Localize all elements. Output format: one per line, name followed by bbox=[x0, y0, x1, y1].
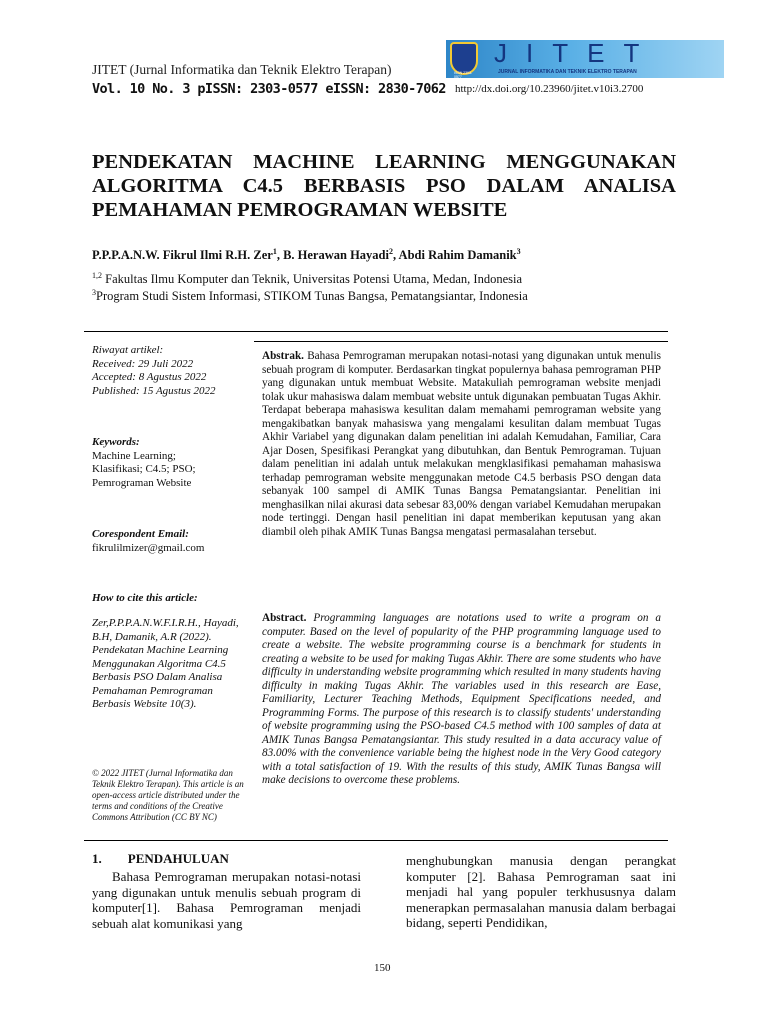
logo-emblem-text: ISSN 2303-0577 bbox=[454, 71, 473, 79]
author-sup: 1 bbox=[272, 246, 277, 256]
abstract-rule bbox=[254, 341, 668, 342]
affiliation-sup: 1,2 bbox=[92, 270, 102, 280]
author-sup: 3 bbox=[516, 246, 521, 256]
email-block bbox=[92, 528, 252, 555]
correspondent-email[interactable]: fikrulilmizer@gmail.com bbox=[92, 541, 205, 554]
affiliation-text: Program Studi Sistem Informasi, STIKOM Tunas Bangsa, Pematangsiantar, Indonesia bbox=[96, 289, 528, 303]
keyword: Klasifikasi; C4.5; PSO; bbox=[92, 463, 196, 475]
abstract-label: Abstrak. bbox=[262, 350, 304, 362]
section-heading bbox=[92, 851, 229, 867]
keyword: Pemrograman Website bbox=[92, 476, 192, 489]
abstract-body: Bahasa Pemrograman merupakan notasi-notasi yang digunakan untuk menulis sebuah program di komputer. Berdasarkan tingkat populernya bahasa pemrograman PHP yang digunakan untuk membuat Website. Matakuliah pemrograman website menjadi tolak ukur mahasiswa dalam membuat website untuk digunakan pembuatan Tugas Akhir. Terdapat beberapa mahasiswa kesulitan dalam memahami pemrograman website yang mengakibatkan banyak mahasiswa yang mengalami kesulitan dalam membuat Tugas Akhir Variabel yang digunakan dalam penelitian ini adalah Kemudahan, Familiar, Cara Ajar Dosen, Spesifikasi Perangkat yang dibutuhkan, dan Bentuk Pemrograman. Tujuan dalam penelitian ini adalah untuk melakukan mengklasifikasi pemahaman mahasiswa terhadap pemrograman website menggunakan metode C4.5 berbasis PSO dengan data sebanyak 100 sampel di AMIK Tunas Bangsa Pematangsiantar. Penelitian ini menghasilkan nilai akurasi data sebesar 83,00% dengan variabel Kemudahan merupakan node tertinggi. Dengan hasil penelitian ini dapat memberikan keputusan yang akan diambil oleh pihak AMIK Tunas Bangsa mengatasi permasalahan tersebut. bbox=[262, 350, 661, 538]
logo-emblem bbox=[450, 42, 478, 79]
article-history bbox=[92, 344, 252, 398]
journal-logo bbox=[446, 40, 724, 78]
section-number: 1. bbox=[92, 851, 102, 866]
author-sep: , bbox=[392, 248, 399, 262]
doi-link[interactable]: http://dx.doi.org/10.23960/jitet.v10i3.2700 bbox=[455, 83, 644, 95]
top-rule bbox=[84, 331, 668, 332]
page-number: 150 bbox=[374, 962, 391, 974]
keywords-block bbox=[92, 436, 252, 490]
affiliation-text: Fakultas Ilmu Komputer dan Teknik, Universitas Potensi Utama, Medan, Indonesia bbox=[102, 272, 523, 286]
logo-wordmark: JITET bbox=[494, 38, 659, 68]
author-sep: , bbox=[276, 248, 284, 262]
paper-title: PENDEKATAN MACHINE LEARNING MENGGUNAKAN ALGORITMA C4.5 BERBASIS PSO DALAM ANALISA PEMAHAMAN PEMROGRAMAN WEBSITE bbox=[92, 151, 676, 221]
author-sup: 2 bbox=[388, 246, 393, 256]
journal-name: JITET (Jurnal Informatika dan Teknik Elektro Terapan) bbox=[92, 62, 392, 77]
published-date: Published: 15 Agustus 2022 bbox=[92, 384, 216, 397]
cite-heading: How to cite this article: bbox=[92, 592, 198, 604]
accepted-date: Accepted: 8 Agustus 2022 bbox=[92, 371, 207, 383]
author-list bbox=[92, 248, 521, 263]
history-heading: Riwayat artikel: bbox=[92, 344, 164, 356]
bottom-rule bbox=[84, 840, 668, 841]
keyword: Machine Learning; bbox=[92, 449, 176, 462]
author-name: P.P.P.A.N.W. Fikrul Ilmi R.H. Zer bbox=[92, 248, 273, 262]
intro-column-1: Bahasa Pemrograman merupakan notasi-notasi yang digunakan untuk menulis sebuah program di komputer[1]. Bahasa Pemrograman menjadi sebuah alat komunikasi yang bbox=[92, 869, 361, 931]
abstract-label: Abstract. bbox=[262, 612, 307, 624]
email-heading: Corespondent Email: bbox=[92, 528, 189, 540]
received-date: Received: 29 Juli 2022 bbox=[92, 357, 194, 370]
affiliation-1 bbox=[92, 272, 522, 287]
license-text: © 2022 JITET (Jurnal Informatika dan Teknik Elektro Terapan). This article is an open-access article distributed under the terms and conditions of the Creative Commons Attribution (CC BY NC) bbox=[92, 768, 244, 822]
affiliation-2 bbox=[92, 289, 528, 304]
volume-issn-line: Vol. 10 No. 3 pISSN: 2303-0577 eISSN: 2830-7062 bbox=[92, 81, 446, 97]
keywords-heading: Keywords: bbox=[92, 436, 140, 448]
abstract-indonesian bbox=[262, 350, 661, 539]
intro-column-2: menghubungkan manusia dengan perangkat komputer [2]. Bahasa Pemrograman saat ini menjadi hal yang populer terkhususnya dalam menerapkan permasalahan manusia dalam berbagai bidang, seperti Pendidikan, bbox=[406, 853, 676, 930]
citation-text: Zer,P.P.P.A.N.W.F.I.R.H., Hayadi, B.H, Damanik, A.R (2022). Pendekatan Machine Learning Menggunakan Algoritma C4.5 Berbasis PSO Dalam Analisa Pemahaman Pemrograman Berbasis Website 10(3). bbox=[92, 617, 239, 710]
abstract-body: Programming languages are notations used to write a program on a computer. Based on the level of popularity of the PHP programming language used to create a website. The website programming course is a benchmark for students in creating a website to be used for making Tugas Akhir. There are some students who have difficulty in understanding website programming which resulted in many students having difficulty in making Tugas Akhir. The variables used in this research are Ease, Familiarity, Lecturer Teaching Methods, Equipment Specifications needed, and Programming Forms. The purpose of this research is to classify students' understanding of website programming using the PSO-based C4.5 method with 100 samples of data at AMIK Tunas Bangsa Pematangsiantar. This study resulted in a data accuracy value of 83.00% with the convenience variable being the highest node in the Very Good category with a total satisfaction of 19. With the results of this study, AMIK Tunas Bangsa will make decisions to overcome these problems. bbox=[262, 612, 661, 786]
author-name: B. Herawan Hayadi bbox=[283, 248, 389, 262]
logo-subtitle: JURNAL INFORMATIKA DAN TEKNIK ELEKTRO TERAPAN bbox=[498, 69, 637, 75]
abstract-english bbox=[262, 612, 661, 788]
section-title: PENDAHULUAN bbox=[127, 851, 229, 866]
author-name: Abdi Rahim Damanik bbox=[398, 248, 517, 262]
affiliation-sup: 3 bbox=[92, 287, 96, 297]
